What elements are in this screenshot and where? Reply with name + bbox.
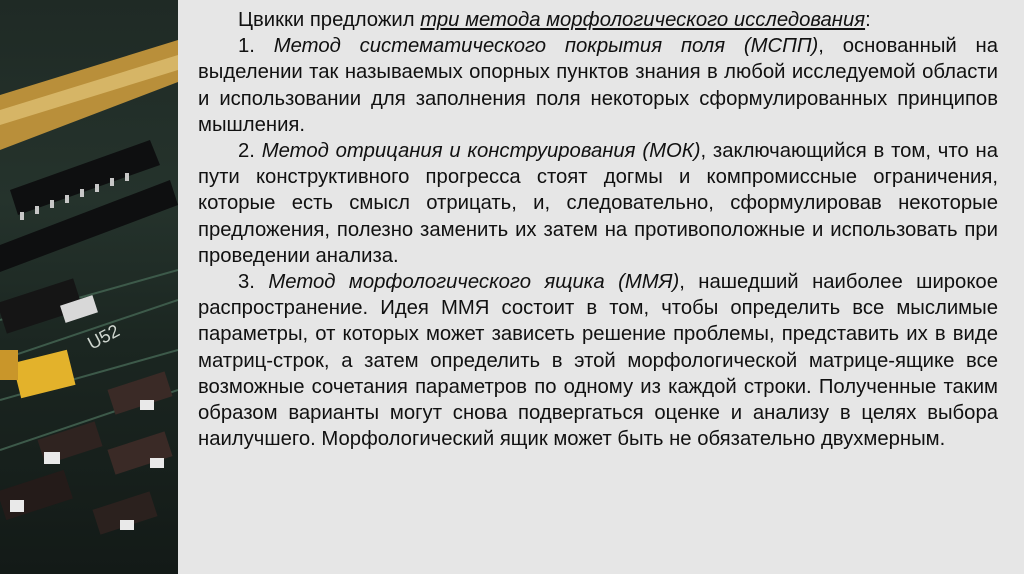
circuit-board-illustration [0,0,178,574]
method-description: , заключающийся в том, что на пути конструктивного прогресса стоят догмы и компромиссные ограничения, которые есть смысл отрицать, и, следовательно, сформулировав некоторые предложения, полезно заменить их затем на противоположные и использовать при проведении анализа. [198,140,998,267]
method-item-1 [198,33,998,138]
method-title: Метод морфологического ящика (ММЯ) [268,271,680,294]
method-item-2 [198,138,998,269]
intro-paragraph [198,7,998,33]
method-description: , основанный на выделении так называемых опорных пунктов знания в любой исследуемой области и использовании для заполнения поля некоторых сформулированных принципов мышления. [198,35,998,136]
method-number: 2. [238,140,255,163]
method-title: Метод отрицания и конструирования (МОК) [261,140,701,163]
text-block [198,7,998,452]
method-item-3 [198,269,998,452]
intro-suffix: : [865,9,871,31]
intro-prefix: Цвикки предложил [238,9,421,31]
intro-methods-link: три метода морфологического исследования [420,9,866,31]
method-number: 1. [238,35,255,58]
method-description: , нашедший наиболее широкое распространение. Идея ММЯ состоит в том, чтобы определить все мыслимые параметры, от которых может зависеть решение проблемы, представить их в виде матриц-строк, а затем определить в этой морфологической матрице-ящике все возможные сочетания параметров по одному из каждой строки. Полученные таким образом варианты могут снова подвергаться оценке и анализу в целях выбора наилучшего. Морфологический ящик может быть не обязательно двухмерным. [198,271,998,451]
method-number: 3. [238,271,255,294]
board-marking: U52 [84,320,123,354]
slide-content [178,0,1024,574]
method-title: Метод систематического покрытия поля (МСПП) [273,35,819,58]
circuit-board-photo [0,0,178,574]
